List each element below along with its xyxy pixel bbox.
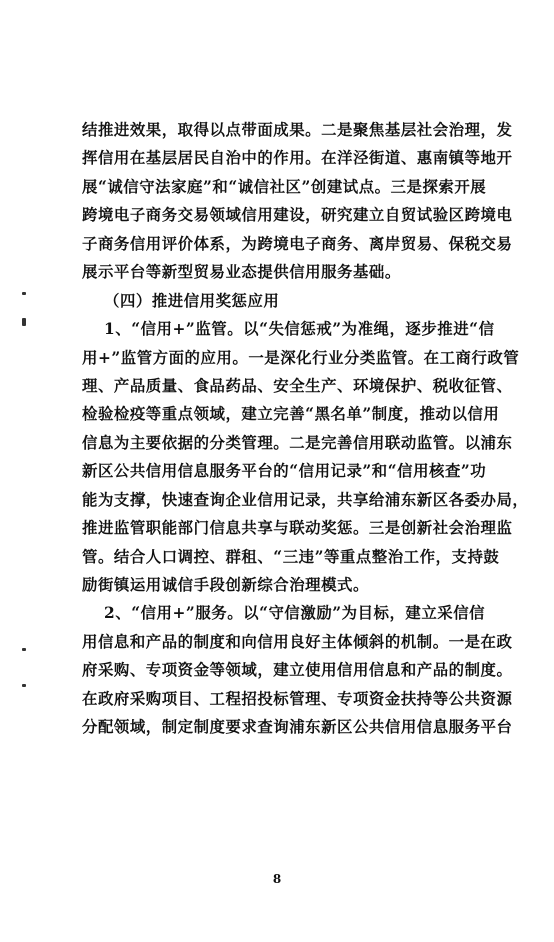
text-line: 励街镇运用诚信手段创新综合治理模式。 (82, 576, 369, 594)
text-line: 理、产品质量、食品药品、安全生产、环境保护、税收征管、 (82, 376, 513, 395)
text-line: 信息为主要依据的分类管理。二是完善信用联动监管。以浦东 (82, 433, 513, 452)
margin-mark-1 (22, 292, 26, 295)
paragraph-start: 2、“信用+”服务。以“守信激励”为目标，建立采信信 (104, 604, 486, 623)
text-line: 跨境电子商务交易领域信用建设，研究建立自贸试验区跨境电 (82, 206, 513, 225)
text-line: 子商务信用评价体系，为跨境电子商务、离岸贸易、保税交易 (82, 234, 513, 253)
text-line: 检验检疫等重点领域，建立完善“黑名单”制度，推动以信用 (82, 405, 500, 424)
text-line: 结推进效果，取得以点带面成果。二是聚焦基层社会治理，发 (82, 121, 513, 139)
text-line: 能为支撑，快速查询企业信用记录，共享给浦东新区各委办局， (82, 490, 529, 509)
text-line: 用信息和产品的制度和向信用良好主体倾斜的机制。一是在政 (82, 632, 513, 651)
margin-mark-3 (22, 648, 26, 651)
body-text (82, 116, 529, 742)
text-line: 推进监管职能部门信息共享与联动奖惩。三是创新社会治理监 (82, 519, 513, 538)
section-heading: （四）推进信用奖惩应用 (104, 291, 280, 310)
text-line: 用+”监管方面的应用。一是深化行业分类监管。在工商行政管 (82, 348, 520, 367)
margin-mark-4 (22, 684, 26, 687)
text-line: 新区公共信用信息服务平台的“信用记录”和“信用核查”功 (82, 462, 487, 481)
text-line: 分配领域，制定制度要求查询浦东新区公共信用信息服务平台 (82, 718, 513, 737)
text-line: 展“诚信守法家庭”和“诚信社区”创建试点。三是探索开展 (82, 177, 487, 196)
text-line: 管。结合人口调控、群租、“三违”等重点整治工作，支持鼓 (82, 547, 500, 566)
paragraph-start: 1、“信用+”监管。以“失信惩戒”为准绳，逐步推进“信 (104, 320, 495, 339)
page-number: 8 (272, 872, 282, 886)
margin-mark-2 (22, 318, 26, 326)
text-line: 府采购、专项资金等领域，建立使用信用信息和产品的制度。 (82, 661, 513, 680)
text-line: 展示平台等新型贸易业态提供信用服务基础。 (82, 263, 401, 282)
text-line: 挥信用在基层居民自治中的作用。在洋泾街道、惠南镇等地开 (82, 149, 513, 168)
text-line: 在政府采购项目、工程招投标管理、专项资金扶持等公共资源 (82, 689, 513, 708)
